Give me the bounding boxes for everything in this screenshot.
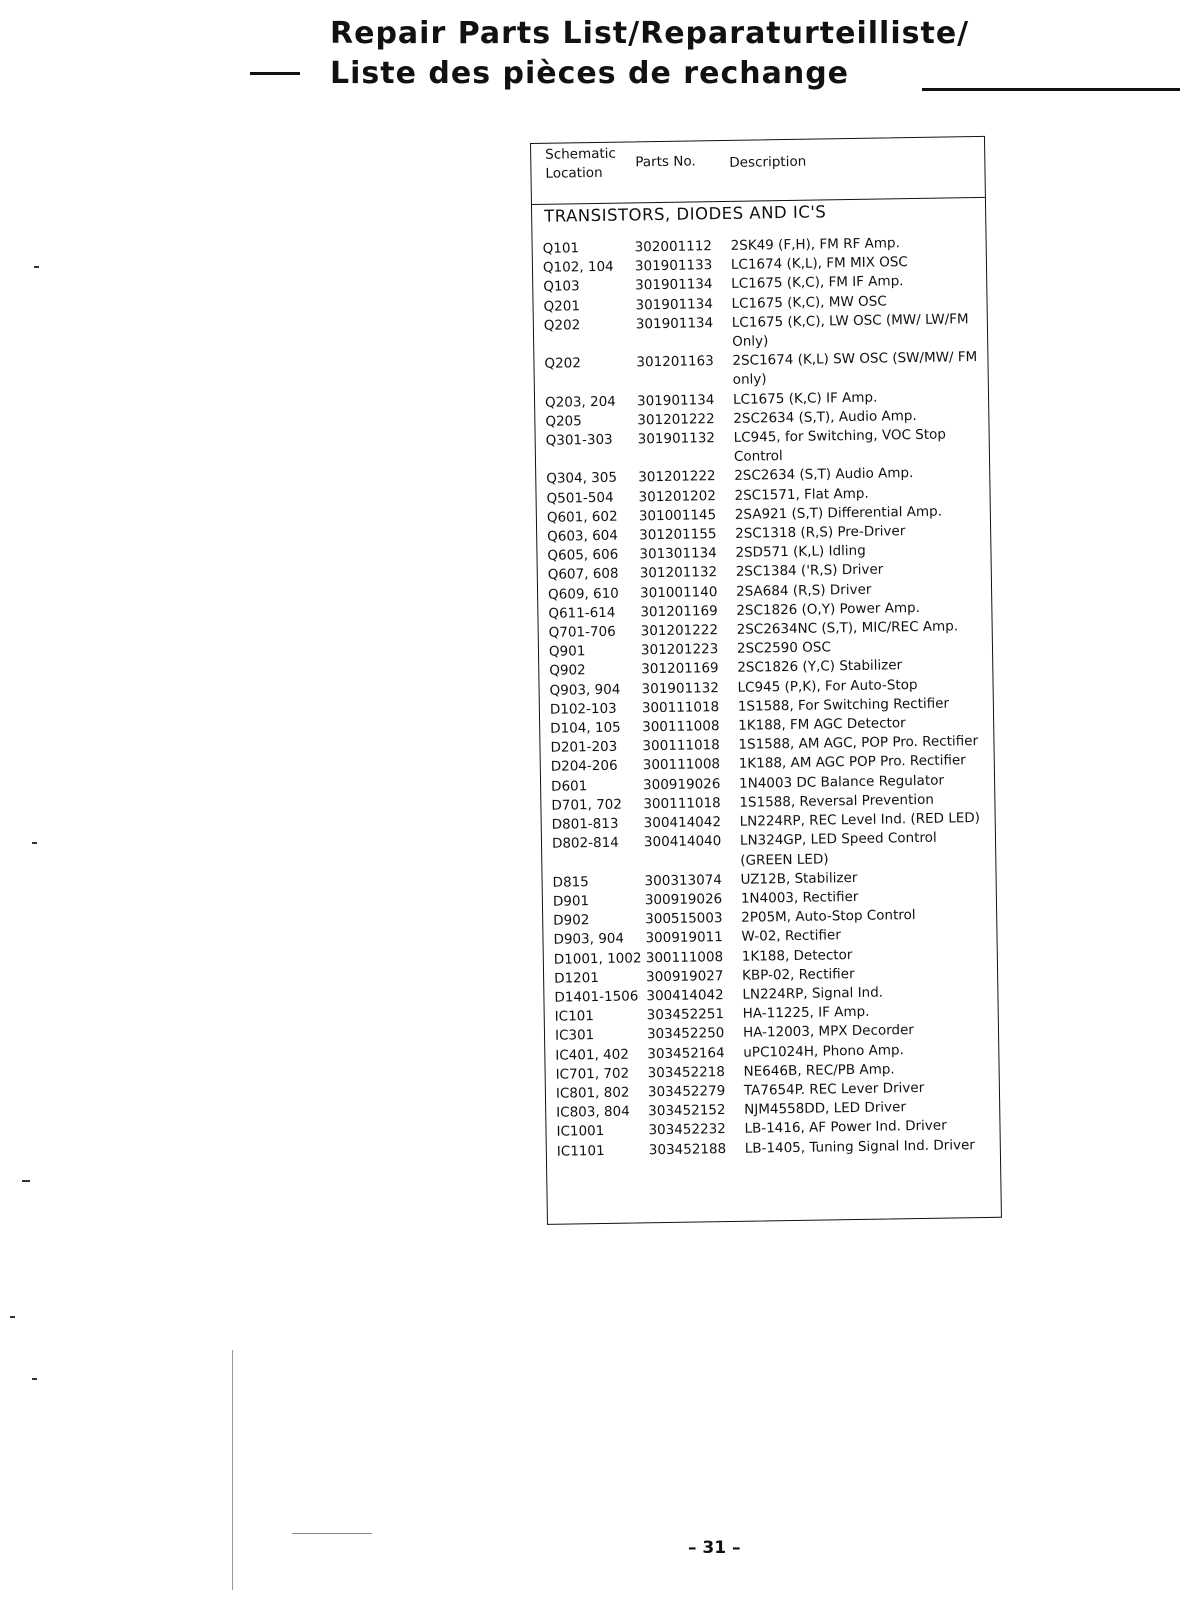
cell-parts-no: 301001140 bbox=[639, 583, 718, 601]
cell-description: 2SC2590 OSC bbox=[736, 639, 831, 658]
cell-parts-no: 301201202 bbox=[638, 487, 717, 505]
parts-table bbox=[530, 136, 1002, 1225]
cell-parts-no: 301901133 bbox=[634, 257, 713, 275]
cell-description: 2SA921 (S,T) Differential Amp. bbox=[734, 503, 943, 523]
cell-parts-no: 301201222 bbox=[638, 468, 716, 486]
cell-description: LN224RP, Signal Ind. bbox=[742, 984, 884, 1003]
table-body bbox=[533, 233, 1000, 1162]
cell-parts-no: 301201222 bbox=[637, 410, 715, 429]
cell-description: 2SA684 (R,S) Driver bbox=[735, 581, 872, 600]
cell-parts-no: 301201169 bbox=[641, 660, 719, 678]
cell-parts-no: 303452232 bbox=[648, 1121, 726, 1139]
cell-description: HA-11225, IF Amp. bbox=[742, 1003, 870, 1022]
cell-description: TA7654P. REC Lever Driver bbox=[743, 1079, 925, 1099]
cell-description: uPC1024H, Phono Amp. bbox=[743, 1041, 904, 1061]
cell-description: 1N4003, Rectifier bbox=[740, 888, 859, 907]
title-rule-left bbox=[250, 72, 300, 75]
cell-description: 2SC2634 (S,T), Audio Amp. bbox=[733, 407, 917, 427]
column-header-location-line-1: Schematic bbox=[545, 145, 617, 163]
cell-description: 1S1588, Reversal Prevention bbox=[739, 791, 935, 811]
cell-parts-no: 300111018 bbox=[643, 794, 721, 813]
page-number: – 31 – bbox=[688, 1538, 741, 1558]
cell-description: LN324GP, LED Speed Control (GREEN LED) bbox=[739, 829, 937, 869]
cell-description: LC1675 (K,C) IF Amp. bbox=[732, 389, 878, 408]
cell-location: Q701-706 bbox=[548, 623, 616, 641]
cell-parts-no: 303452279 bbox=[647, 1082, 726, 1101]
cell-location: Q605, 606 bbox=[547, 546, 619, 565]
scan-speck bbox=[32, 1378, 37, 1380]
cell-parts-no: 300919011 bbox=[645, 929, 723, 947]
cell-location: D1201 bbox=[553, 969, 600, 987]
cell-parts-no: 300919027 bbox=[645, 967, 724, 985]
cell-location: Q903, 904 bbox=[549, 681, 621, 699]
cell-description: 2SC2634 (S,T) Audio Amp. bbox=[734, 465, 914, 485]
cell-description: 1S1588, For Switching Rectifier bbox=[737, 695, 950, 715]
cell-location: D815 bbox=[552, 873, 589, 891]
cell-description: 2SK49 (F,H), FM RF Amp. bbox=[730, 235, 900, 254]
cell-location: D204-206 bbox=[550, 758, 618, 776]
cell-parts-no: 301901134 bbox=[635, 295, 713, 313]
cell-parts-no: 301901134 bbox=[635, 276, 713, 294]
title-rule-right bbox=[922, 88, 1180, 91]
cell-parts-no: 300313074 bbox=[644, 871, 723, 889]
cell-description: 2SC2634NC (S,T), MIC/REC Amp. bbox=[736, 618, 959, 638]
cell-parts-no: 301901132 bbox=[641, 679, 720, 697]
scan-streak bbox=[292, 1533, 372, 1534]
cell-description: LC945, for Switching, VOC Stop Control bbox=[733, 426, 947, 466]
cell-parts-no: 300111008 bbox=[645, 948, 724, 966]
cell-location: Q902 bbox=[549, 662, 586, 680]
cell-description: UZ12B, Stabilizer bbox=[740, 869, 858, 888]
cell-description: NJM4558DD, LED Driver bbox=[744, 1099, 907, 1118]
cell-parts-no: 301901132 bbox=[637, 430, 716, 448]
cell-description: LB-1405, Tuning Signal Ind. Driver bbox=[744, 1136, 975, 1157]
cell-description: KBP-02, Rectifier bbox=[741, 965, 855, 984]
scan-speck bbox=[32, 842, 37, 844]
cell-parts-no: 303452164 bbox=[647, 1044, 725, 1062]
cell-description: 2SC1384 ('R,S) Driver bbox=[735, 561, 884, 581]
cell-parts-no: 300919026 bbox=[644, 890, 723, 909]
cell-location: Q607, 608 bbox=[547, 566, 619, 584]
cell-parts-no: 301201163 bbox=[636, 353, 714, 371]
cell-description: 2SC1571, Flat Amp. bbox=[734, 485, 869, 504]
cell-location: Q601, 602 bbox=[546, 508, 618, 526]
cell-description: 2SC1826 (O,Y) Power Amp. bbox=[736, 599, 921, 619]
scan-speck bbox=[34, 266, 39, 268]
cell-parts-no: 301901134 bbox=[635, 314, 714, 333]
cell-location: Q205 bbox=[545, 413, 582, 430]
scan-speck bbox=[10, 1316, 15, 1318]
cell-parts-no: 301201155 bbox=[639, 526, 717, 544]
cell-location: IC801, 802 bbox=[555, 1084, 630, 1102]
cell-parts-no: 300414042 bbox=[643, 814, 722, 832]
cell-parts-no: 303452250 bbox=[646, 1025, 725, 1043]
column-header-location bbox=[545, 145, 616, 184]
cell-location: Q901 bbox=[548, 643, 586, 661]
cell-location: D701, 702 bbox=[551, 796, 623, 814]
cell-location: IC301 bbox=[554, 1027, 595, 1045]
cell-location: Q611-614 bbox=[548, 604, 616, 622]
cell-description: NE646B, REC/PB Amp. bbox=[743, 1061, 895, 1080]
cell-location: D901 bbox=[552, 893, 590, 910]
cell-description: LC1674 (K,L), FM MIX OSC bbox=[730, 254, 908, 274]
cell-description: 1K188, Detector bbox=[741, 946, 853, 965]
cell-location: Q202 bbox=[544, 355, 582, 373]
cell-location: Q603, 604 bbox=[547, 527, 619, 545]
cell-location: Q304, 305 bbox=[546, 470, 618, 488]
column-header-parts-no: Parts No. bbox=[635, 153, 696, 171]
cell-location: D104, 105 bbox=[550, 719, 621, 737]
cell-location: IC1001 bbox=[556, 1123, 605, 1141]
cell-location: Q609, 610 bbox=[547, 585, 619, 603]
cell-location: IC101 bbox=[554, 1008, 595, 1025]
cell-description: 2P05M, Auto-Stop Control bbox=[741, 907, 916, 926]
cell-parts-no: 300515003 bbox=[645, 910, 723, 928]
cell-location: IC701, 702 bbox=[555, 1065, 630, 1083]
cell-description: 2SC1318 (R,S) Pre-Driver bbox=[735, 523, 906, 542]
cell-parts-no: 300111008 bbox=[642, 756, 721, 774]
cell-parts-no: 301001145 bbox=[638, 506, 717, 525]
cell-location: Q201 bbox=[543, 297, 581, 315]
cell-description: 1K188, AM AGC POP Pro. Rectifier bbox=[738, 752, 966, 773]
cell-description: HA-12003, MPX Decorder bbox=[742, 1022, 915, 1042]
cell-description: 1S1588, AM AGC, POP Pro. Rectifier bbox=[738, 733, 979, 754]
cell-location: D102-103 bbox=[549, 700, 617, 718]
cell-description: LC945 (P,K), For Auto-Stop bbox=[737, 676, 918, 696]
cell-parts-no: 300919026 bbox=[642, 775, 721, 793]
cell-description: 1K188, FM AGC Detector bbox=[738, 715, 906, 734]
cell-description: 2SC1826 (Y,C) Stabilizer bbox=[737, 657, 903, 677]
cell-location: Q103 bbox=[543, 278, 580, 296]
cell-parts-no: 301201223 bbox=[640, 641, 719, 659]
cell-location: D801-813 bbox=[551, 815, 619, 833]
cell-description: 2SC1674 (K,L) SW OSC (SW/MW/ FM only) bbox=[732, 349, 978, 389]
cell-parts-no: 300414042 bbox=[646, 986, 724, 1005]
cell-location: Q501-504 bbox=[546, 489, 614, 507]
cell-location: D601 bbox=[550, 777, 588, 795]
cell-parts-no: 301901134 bbox=[636, 391, 715, 409]
cell-location: Q301-303 bbox=[545, 431, 613, 449]
column-header-description: Description bbox=[729, 153, 807, 171]
cell-parts-no: 301201132 bbox=[639, 564, 718, 582]
cell-location: Q203, 204 bbox=[544, 393, 616, 411]
cell-parts-no: 302001112 bbox=[634, 238, 713, 256]
cell-description: LC1675 (K,C), FM IF Amp. bbox=[731, 273, 904, 293]
scan-speck bbox=[22, 1180, 30, 1182]
cell-location: D802-814 bbox=[551, 834, 619, 853]
cell-parts-no: 303452218 bbox=[647, 1063, 726, 1082]
cell-description: 1N4003 DC Balance Regulator bbox=[738, 772, 945, 792]
cell-description: LC1675 (K,C), LW OSC (MW/ LW/FM Only) bbox=[731, 310, 969, 350]
cell-parts-no: 303452251 bbox=[646, 1006, 725, 1024]
cell-description: LB-1416, AF Power Ind. Driver bbox=[744, 1117, 947, 1138]
cell-location: D1001, 1002 bbox=[553, 949, 642, 968]
cell-parts-no: 300111018 bbox=[642, 737, 720, 755]
cell-parts-no: 301201222 bbox=[640, 622, 719, 640]
cell-parts-no: 300111018 bbox=[641, 698, 720, 717]
cell-description: W-02, Rectifier bbox=[741, 927, 841, 946]
cell-location: D903, 904 bbox=[553, 930, 625, 949]
table-header bbox=[531, 137, 985, 205]
cell-location: D1401-1506 bbox=[554, 988, 639, 1006]
cell-parts-no: 303452152 bbox=[648, 1102, 726, 1120]
column-header-location-line-2: Location bbox=[545, 164, 603, 182]
cell-description: LC1675 (K,C), MW OSC bbox=[731, 293, 887, 312]
page-title-line-2: Liste des pièces de rechange bbox=[330, 56, 850, 91]
cell-location: D902 bbox=[553, 912, 590, 929]
cell-parts-no: 301201169 bbox=[640, 602, 718, 621]
cell-parts-no: 300111008 bbox=[642, 718, 720, 736]
cell-location: IC401, 402 bbox=[555, 1046, 629, 1064]
cell-parts-no: 303452188 bbox=[648, 1140, 727, 1158]
section-title: TRANSISTORS, DIODES AND IC'S bbox=[544, 202, 827, 226]
scan-streak bbox=[232, 1350, 233, 1590]
cell-location: Q101 bbox=[542, 240, 580, 257]
cell-location: Q102, 104 bbox=[542, 258, 614, 277]
cell-location: IC1101 bbox=[556, 1142, 605, 1160]
cell-description: LN224RP, REC Level Ind. (RED LED) bbox=[739, 810, 981, 830]
page-title-line-1: Repair Parts List/Reparaturteilliste/ bbox=[330, 16, 970, 51]
cell-description: 2SD571 (K,L) Idling bbox=[735, 543, 866, 562]
cell-parts-no: 300414040 bbox=[643, 833, 722, 851]
cell-parts-no: 301301134 bbox=[639, 545, 717, 563]
cell-location: D201-203 bbox=[550, 738, 618, 757]
cell-location: IC803, 804 bbox=[556, 1103, 630, 1121]
cell-location: Q202 bbox=[543, 317, 581, 334]
